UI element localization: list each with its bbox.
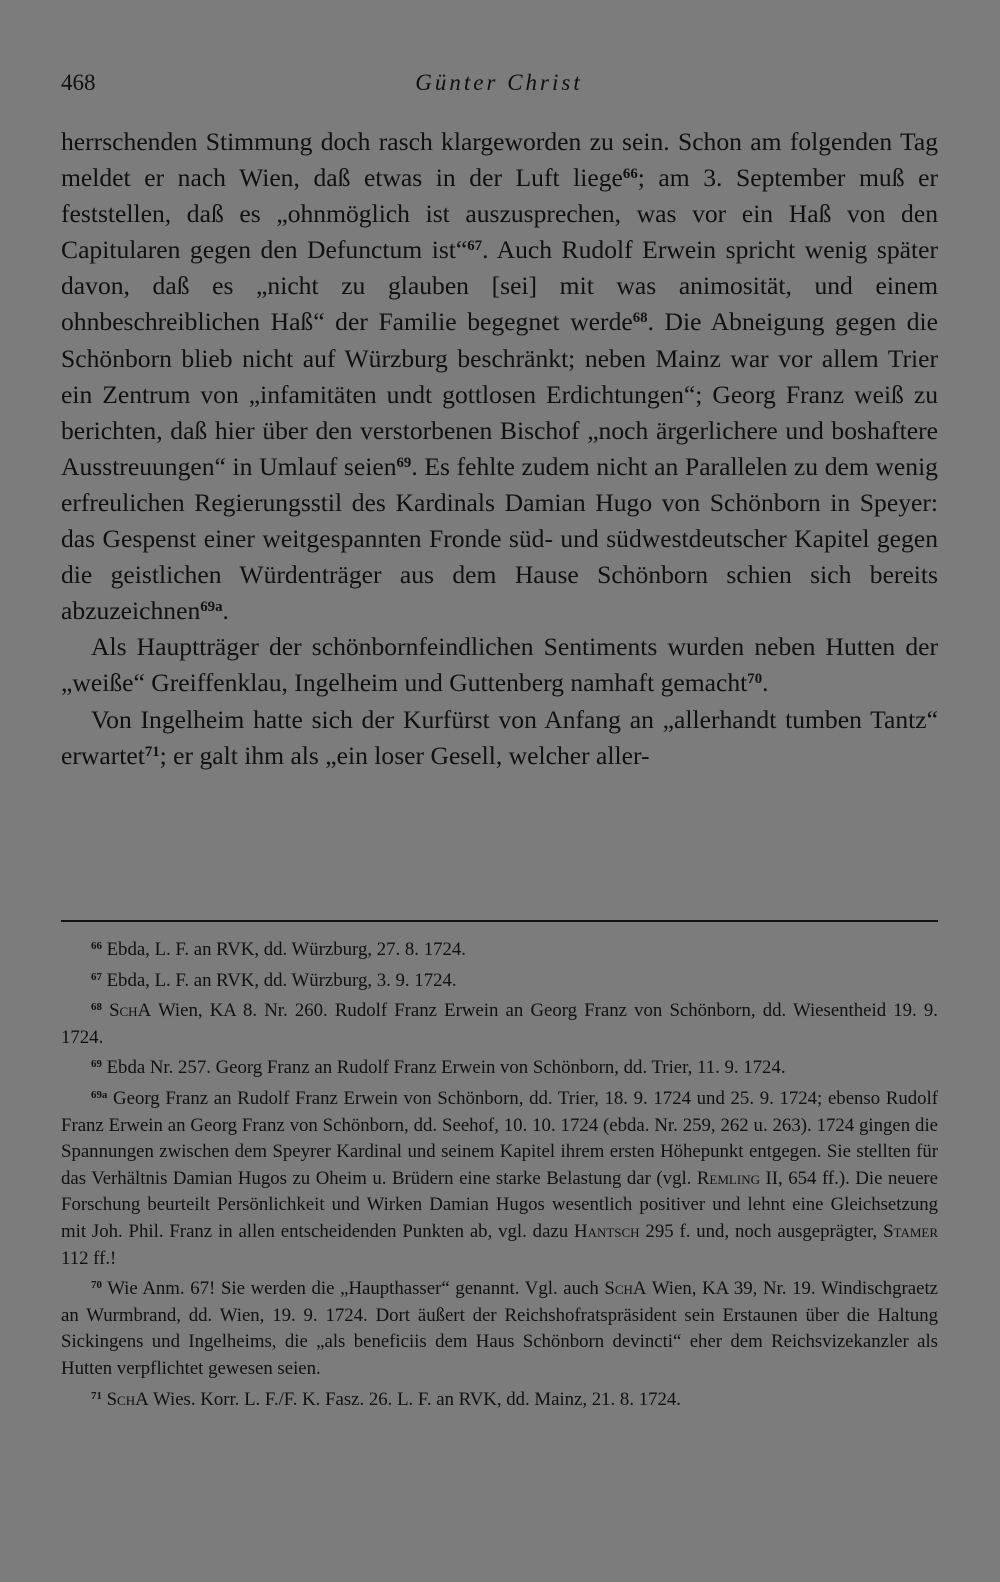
- page-number: 468: [61, 70, 96, 95]
- footnote-rule: [61, 920, 938, 922]
- body-paragraph: [61, 124, 938, 629]
- footnote: [61, 1086, 938, 1272]
- text-run: . Die Abneigung gegen die Schönborn blieb nicht auf Würzburg beschränkt; neben Mainz war vor allem Trier ein Zentrum von „infamitäten undt gottlosen Erdichtungen“; Georg Franz weiß zu berichten, daß hier über den verstorbenen Bischof „noch ärgerlichere und boshaftere Ausstreuungen“ in Umlauf seien: [61, 307, 938, 481]
- footnote: [61, 937, 938, 964]
- footnote-marker[interactable]: 68: [632, 310, 648, 327]
- body-paragraph: [61, 629, 938, 701]
- text-run: herrschenden Stimmung doch rasch klargeworden zu sein. Schon am folgenden Tag meldet er nach Wien, daß etwas in der Luft liege: [61, 127, 938, 193]
- text-run: Georg Franz an Rudolf Franz Erwein von Schönborn, dd. Trier, 18. 9. 1724 und 25. 9. 1724; ebenso Rudolf Franz Erwein an Georg Franz von Schönborn, dd. Seehof, 10. 10. 1724 (ebda. Nr. 259, 262 u. 263). 1724 gingen die Spannungen zwischen dem Speyrer Kardinal und seinem Kapitel ihrem ersten Höhepunkt entgegen. Sie stellten für das Verhältnis Damian Hugos zu Oheim u. Brüdern eine starke Belastung dar (vgl.: [61, 1087, 938, 1189]
- text-run: Wien, KA 8. Nr. 260. Rudolf Franz Erwein an Georg Franz von Schönborn, dd. Wiesentheid 19. 9. 1724.: [61, 1000, 938, 1048]
- footnote-marker[interactable]: 70: [747, 671, 763, 688]
- text-run: .: [762, 668, 769, 698]
- footnote: [61, 1276, 938, 1382]
- footnote-marker[interactable]: 69a: [91, 1088, 108, 1101]
- footnote-marker[interactable]: 69a: [200, 599, 223, 616]
- footnote-marker[interactable]: 67: [467, 238, 483, 255]
- text-run: .: [222, 596, 229, 626]
- text-run: II, 654 ff.). Die neuere Forschung beurteilt Persönlichkeit und Wirken Damian Hugos wesentlich positiver und lehnt eine Gleichsetzung mit Joh. Phil. Franz in allen entscheidenden Punkten ab, vgl. dazu: [61, 1167, 938, 1242]
- footnote: [61, 1055, 938, 1082]
- text-run: Wie Anm. 67! Sie werden die „Haupthasser“ genannt. Vgl. auch: [101, 1278, 605, 1300]
- text-run: Wien, KA 39, Nr. 19. Windischgraetz an Wurmbrand, dd. Wien, 19. 9. 1724. Dort äußert der Reichshofratspräsident sein Erstaunen über die Haltung Sickingens und Ingelheims, die „als beneficiis dem Haus Schönborn devincti“ eher dem Reichsvizekanzler als Hutten verpflichtet gewesen seien.: [61, 1278, 938, 1379]
- text-run: Ebda, L. F. an RVK, dd. Würzburg, 27. 8. 1724.: [101, 939, 466, 960]
- text-run: 295 f. und, noch ausgeprägter,: [639, 1220, 884, 1242]
- footnote-marker[interactable]: 69: [91, 1058, 102, 1071]
- small-caps-reference: Stamer: [883, 1220, 939, 1242]
- body-paragraph: [61, 702, 938, 774]
- text-run: Als Hauptträger der schönbornfeindlichen Sentiments wurden neben Hutten der „weiße“ Greiffenklau, Ingelheim und Guttenberg namhaft gemacht: [61, 632, 938, 698]
- text-run: Von Ingelheim hatte sich der Kurfürst von Anfang an „allerhandt tumben Tantz“ erwartet: [61, 704, 938, 770]
- running-head: Günter Christ: [415, 70, 583, 95]
- text-run: . Auch Rudolf Erwein spricht wenig später davon, daß es „nicht zu glauben [sei] mit was animosität, und einem ohnbeschreiblichen Haß“ der Familie begegnet werde: [61, 235, 938, 337]
- footnote-marker[interactable]: 66: [622, 165, 638, 182]
- footnote-marker[interactable]: 71: [144, 743, 160, 760]
- text-run: [102, 1000, 109, 1021]
- footnote-marker[interactable]: 67: [91, 970, 102, 983]
- small-caps-reference: SchA: [106, 1388, 149, 1410]
- footnote-marker[interactable]: 66: [91, 940, 102, 953]
- footnote: [61, 1387, 938, 1414]
- footnotes: [61, 937, 938, 1413]
- text-run: Ebda Nr. 257. Georg Franz an Rudolf Franz Erwein von Schönborn, dd. Trier, 11. 9. 1724.: [101, 1057, 786, 1079]
- footnote-marker[interactable]: 69: [396, 454, 412, 471]
- text-run: ; am 3. September muß er feststellen, daß es „ohnmöglich ist auszusprechen, was vor ein Haß von den Capitularen gegen den Defunctum ist“: [61, 163, 938, 265]
- small-caps-reference: Remling: [696, 1167, 760, 1189]
- small-caps-reference: SchA: [604, 1278, 647, 1300]
- footnote: [61, 968, 938, 995]
- text-run: Wies. Korr. L. F./F. K. Fasz. 26. L. F. an RVK, dd. Mainz, 21. 8. 1724.: [148, 1388, 681, 1410]
- text-run: ; er galt ihm als „ein loser Gesell, welcher aller-: [159, 740, 650, 770]
- text-run: Ebda, L. F. an RVK, dd. Würzburg, 3. 9. 1724.: [101, 969, 457, 991]
- small-caps-reference: SchA: [109, 1000, 152, 1022]
- text-run: 112 ff.!: [61, 1247, 117, 1269]
- small-caps-reference: Hantsch: [574, 1220, 640, 1242]
- text-run: . Es fehlte zudem nicht an Parallelen zu dem wenig erfreulichen Regierungsstil des Kardinals Damian Hugo von Schönborn in Speyer: das Gespenst einer weitgespannten Fronde süd- und südwestdeutscher Kapitel gegen die geistlichen Würdenträger aus dem Hause Schönborn schien sich bereits abzuzeichnen: [61, 451, 938, 626]
- footnote-marker[interactable]: 70: [91, 1279, 102, 1292]
- body-text: [61, 124, 938, 774]
- footnote-marker[interactable]: 71: [91, 1389, 102, 1402]
- footnote: [61, 998, 938, 1051]
- page-header: [61, 70, 937, 104]
- footnote-marker[interactable]: 68: [91, 1001, 102, 1014]
